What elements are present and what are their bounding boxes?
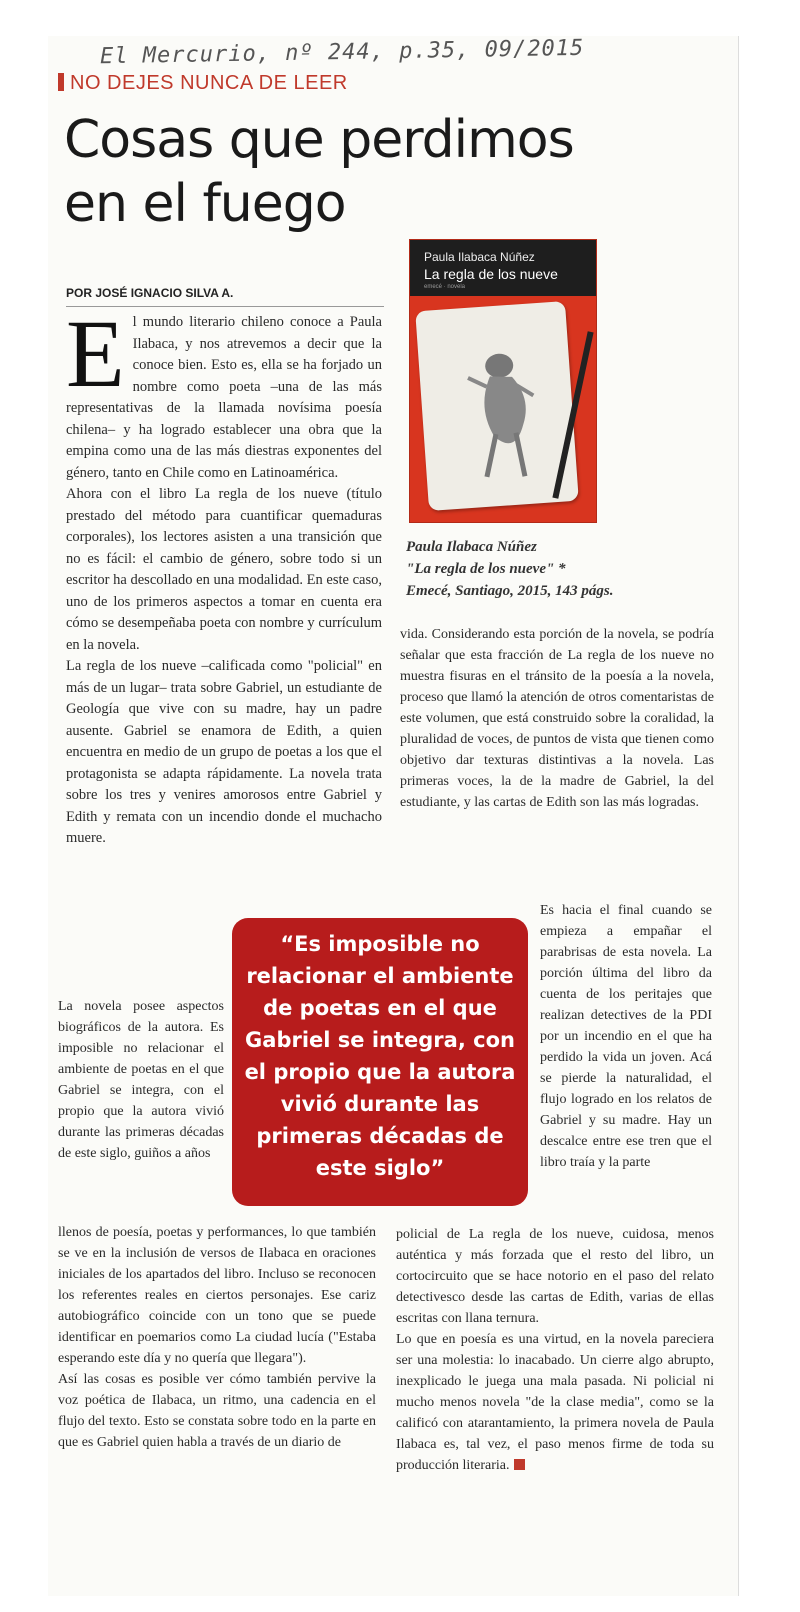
caption-publisher: Emecé, Santiago, 2015, 143 págs. [406,583,614,599]
caption-author: Paula Ilabaca Núñez [406,539,537,555]
book-cover-image [410,240,596,522]
pull-quote: “Es imposible no relacionar el ambiente de poetas en el que Gabriel se integra, con el propio que la autora vivió durante las primeras décadas de este siglo” [232,918,528,1206]
caption-title: "La regla de los nueve" * [406,561,566,577]
paragraph: policial de La regla de los nueve, cuidosa, menos auténtica y más forzada que el resto del libro, un cortocircuito que se hace notorio en el paso del relato detectivesco desde las cartas de Edith, varias de ellas escritas con llana ternura. [396,1227,714,1326]
book-cover-sketch [415,301,579,511]
byline: POR JOSÉ IGNACIO SILVA A. [66,286,234,300]
book-cover-author: Paula Ilabaca Núñez [424,250,535,264]
end-mark-icon [514,1459,525,1470]
left-column-bottom [58,1222,376,1453]
left-column-top [66,300,382,850]
paragraph: Ahora con el libro La regla de los nueve (título prestado del método para cuantificar quemaduras corporales), los lectores asisten a una transición que no es fácil: el cambio de género, sobre todo si un escritor ha descollado en una modalidad. En este caso, uno de los primeros aspectos a tomar en cuenta era cómo se desempeñaba poeta con nombre y currículum en la novela. [66,486,382,653]
drop-cap: E [66,300,125,407]
section-marker-icon [58,73,64,91]
paragraph [396,1329,714,1476]
left-column-beside-quote [58,996,224,1164]
right-column-bottom [396,1224,714,1476]
paragraph: Así las cosas es posible ver cómo también pervive la voz poética de Ilabaca, un ritmo, una cadencia en el flujo del texto. Esto se constata sobre todo en la parte en que es Gabriel quien habla a través de un diario de [58,1372,376,1450]
book-caption [406,536,686,602]
right-column-top [400,624,714,813]
paragraph: l mundo literario chileno conoce a Paula Ilabaca, y nos atrevemos a decir que la conoce bien. Esto es, ella se ha forjado un nombre como poeta –una de las más representativas de la llamada novísima poesía chilena– y ha logrado establecer una obra que la empina como una de las más diestras exponentes del género, tanto en Chile como en Latinoamérica. [66,314,382,481]
paragraph: vida. Considerando esta porción de la novela, se podría señalar que esta fracción de La regla de los nueve no muestra fisuras en el tránsito de la poesía a la novela, proceso que llamó la atención de otros comentaristas de este volumen, que está construido sobre la coralidad, la pluralidad de voces, de puntos de vista que tienen como objetivo dar texturas distintivas a la novela. Las primeras voces, la de la madre de Gabriel, la del estudiante, y las cartas de Edith son las más logradas. [400,627,714,810]
headline: Cosas que perdimos en el fuego [64,110,574,234]
right-column-beside-quote [540,900,712,1173]
paragraph: La novela posee aspectos biográficos de la autora. Es imposible no relacionar el ambiente de poetas en el que Gabriel se integra, con el propio que la autora vivió durante las primeras décadas de este siglo, guiños a años [58,999,224,1161]
crouching-figure-icon [415,301,579,511]
paragraph: llenos de poesía, poetas y performances, lo que también se ve en la inclusión de versos de Ilabaca en oraciones iniciales de los apartados del libro. Incluso se reconocen los referentes reales en ciertos personajes. Ese cariz autobiográfico coincide con un tono que se puede identificar en poemarios como La ciudad lucía ("Estaba esperando este día y no quería que llegara"). [58,1225,376,1366]
book-cover-title: La regla de los nueve [424,266,558,282]
section-label-text: NO DEJES NUNCA DE LEER [70,72,348,94]
section-label [58,72,348,95]
paragraph: La regla de los nueve –calificada como "policial" en más de un lugar– trata sobre Gabriel, un estudiante de Geología que vive con su madre, hay un padre ausente. Gabriel se enamora de Edith, a quien encuentra en medio de un grupo de poetas a los que el protagonista se adapta rápidamente. La novela trata sobre los tres y venires amorosos entre Gabriel y Edith y remata con un incendio donde el muchacho muere. [66,658,382,846]
closing-paragraph: Lo que en poesía es una virtud, en la novela pareciera ser una molestia: lo inacabado. Un cierre algo abrupto, inexplicado le juega una mala pasada. Ni policial ni mucho menos novela "de la clase media", como se la calificó con atarantamiento, la primera novela de Paula Ilabaca es, tal vez, el paso menos firme de toda su producción literaria. [396,1332,714,1473]
paragraph: Es hacia el final cuando se empieza a empañar el parabrisas de esta novela. La porción última del libro da cuenta de los peritajes que realizan detectives de la PDI por un incendio en el que ha perdido la vida un joven. Acá se pierde la naturalidad, el flujo logrado en los relatos de Gabriel y su madre. Hay un descalce entre ese tren que el libro traía y la parte [540,903,712,1170]
handwritten-note: El Mercurio, nº 244, p.35, 09/2015 [99,35,585,70]
book-cover-subtitle: emecé · novela [424,284,466,290]
